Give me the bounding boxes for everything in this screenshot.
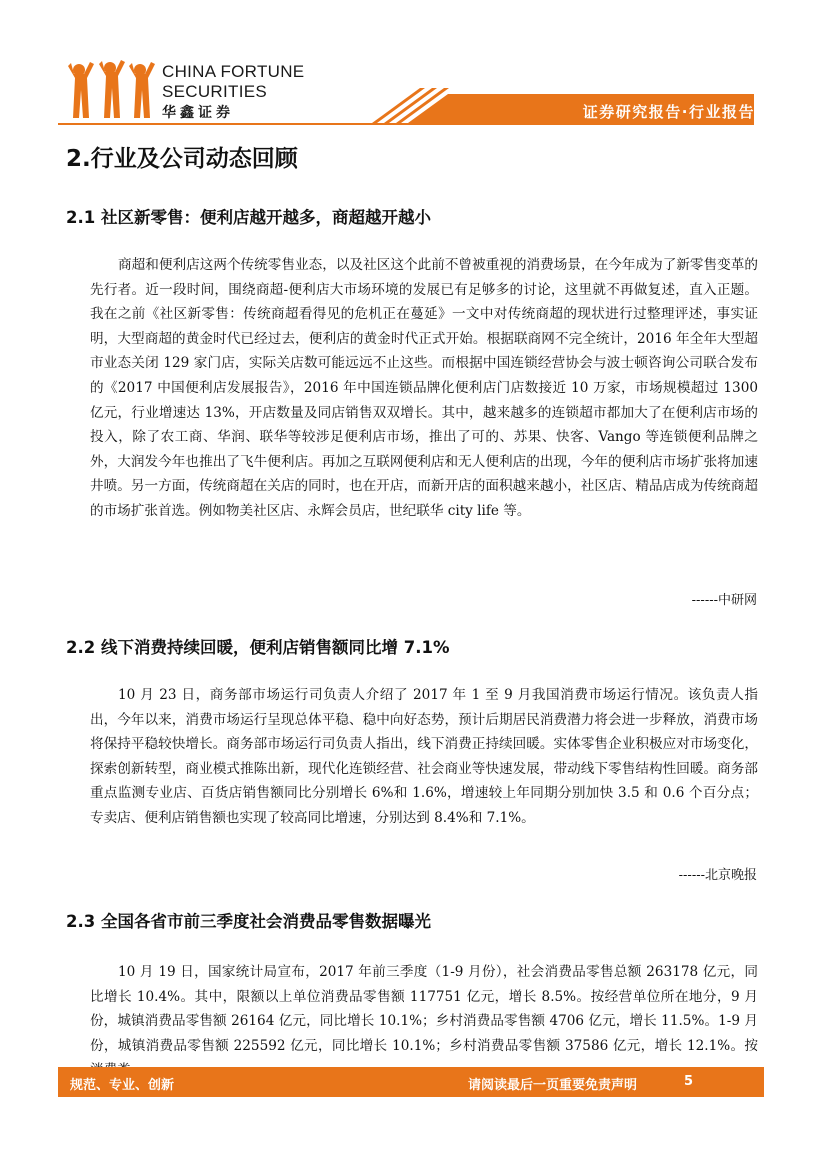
section-2-1-paragraph: 商超和便利店这两个传统零售业态，以及社区这个此前不曾被重视的消费场景，在今年成为了新零售变革的先行者。近一段时间，围绕商超-便利店大市场环境的发展已有足够多的讨论，这里就不再做复述，直入正题。我在之前《社区新零售：传统商超看得见的危机正在蔓延》一文中对传统商超的现状进行过整理评述，事实证明，大型商超的黄金时代已经过去，便利店的黄金时代正式开始。根据联商网不完全统计，2016 年全年大型超市业态关闭 129 家门店，实际关店数可能远远不止这些。而根据中国连锁经营协会与波士顿咨询公司联合发布的《2017 中国便利店发展报告》，2016 年中国连锁品牌化便利店门店数接近 10 万家，市场规模超过 1300 亿元，行业增速达 13%，开店数量及同店销售双双增长。其中，越来越多的连锁超市都加大了在便利店市场的投入，除了农工商、华润、联华等较涉足便利店市场，推出了可的、苏果、快客、Vango 等连锁便利品牌之外，大润发今年也推出了飞牛便利店。再加之互联网便利店和无人便利店的出现，今年的便利店市场扩张将加速井喷。另一方面，传统商超在关店的同时，也在开店，而新开店的面积越来越小，社区店、精品店成为传统商超的市场扩张首选。例如物美社区店、永辉会员店，世纪联华 city life 等。 (90, 257, 758, 519)
section-2-1-source: ------中研网 (691, 593, 757, 608)
footer-slogan: 规范、专业、创新 (70, 1078, 175, 1093)
section-2-2-heading: 2.2 线下消费持续回暖，便利店销售额同比增 7.1% (66, 638, 450, 657)
page-header (0, 0, 827, 130)
section-2-2-source: ------北京晚报 (678, 868, 757, 883)
section-2-3-heading: 2.3 全国各省市前三季度社会消费品零售数据曝光 (66, 912, 431, 931)
brand-name-en-line2: SECURITIES (162, 82, 268, 101)
section-2-1-heading: 2.1 社区新零售：便利店越开越多，商超越开越小 (66, 208, 431, 227)
brand-name-cn: 华鑫证券 (162, 105, 234, 121)
footer-disclaimer-link[interactable]: 请阅读最后一页重要免责声明 (468, 1078, 638, 1093)
report-type-label: 证券研究报告·行业报告 (582, 103, 755, 121)
page-number: 5 (684, 1074, 694, 1089)
page-title: 2.行业及公司动态回顾 (66, 146, 298, 172)
section-2-3-paragraph: 10 月 19 日，国家统计局宣布，2017 年前三季度（1-9 月份），社会消费品零售总额 263178 亿元，同比增长 10.4%。其中，限额以上单位消费品零售额 117751 亿元，增长 8.5%。按经营单位所在地分，9 月份，城镇消费品零售额 26164 亿元，同比增长 10.1%；乡村消费品零售额 4706 亿元，增长 11.5%。1-9 月份，城镇消费品零售额 225592 亿元，同比增长 10.1%；乡村消费品零售额 37586 亿元，增长 12.1%。按 (90, 964, 758, 1054)
brand-name-en-line1: CHINA FORTUNE (162, 62, 305, 81)
section-2-2-paragraph: 10 月 23 日，商务部市场运行司负责人介绍了 2017 年 1 至 9 月我国消费市场运行情况。该负责人指出，今年以来，消费市场运行呈现总体平稳、稳中向好态势，预计后期居民消费潜力将会进一步释放，消费市场将保持平稳较快增长。商务部市场运行司负责人指出，线下消费正持续回暖。实体零售企业积极应对市场变化，探索创新转型，商业模式推陈出新，现代化连锁经营、社会商业等快速发展，带动线下零售结构性回暖。商务部重点监测专业店、百货店销售额同比分别增长 6%和 1.6%，增速较上年同期分别加快 3.5 和 0.6 个百分点；专卖店、便利店销售额也实现了较高同比增速，分别达到 8.4%和 7.1%。 (90, 687, 758, 826)
